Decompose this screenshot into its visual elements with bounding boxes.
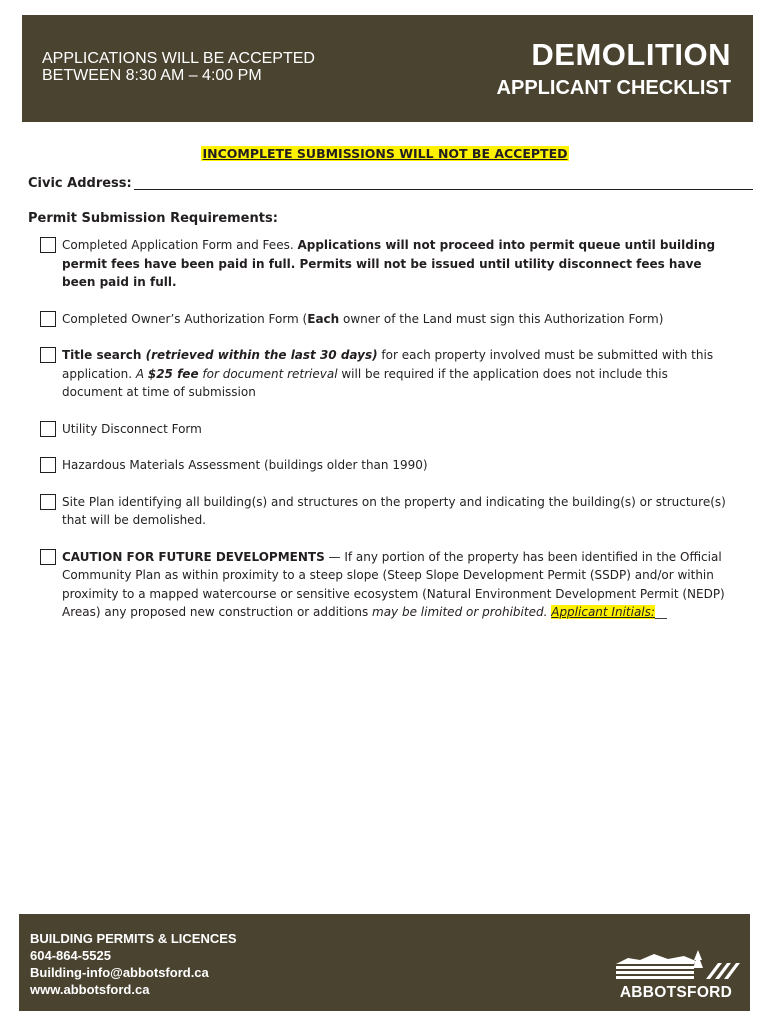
checkbox-icon[interactable] [40,421,56,437]
applicant-initials-field[interactable]: __ [654,605,667,619]
requirements-heading: Permit Submission Requirements: [28,211,278,226]
checklist [38,236,728,622]
checklist-item-title-search: Title search (retrieved within the last 30 days) for each property involved must be submitted with this application. A $25 fee for document retrieval will be required if the application does not include this document at time of submission [38,346,728,402]
footer-banner [19,914,750,1011]
warning-text: INCOMPLETE SUBMISSIONS WILL NOT BE ACCEPTED [202,146,568,161]
checklist-item-application-form: Completed Application Form and Fees. Applications will not proceed into permit queue until building permit fees have been paid in full. Permits will not be issued until utility disconnect fees have been paid in full. [38,236,728,292]
incomplete-warning [0,143,770,162]
applicant-initials-label: Applicant Initials: [551,605,655,619]
department-name: BUILDING PERMITS & LICENCES [30,931,237,946]
checkbox-icon[interactable] [40,347,56,363]
civic-address-label: Civic Address: [28,176,132,191]
civic-address-field[interactable] [134,189,753,190]
contact-info [30,930,237,998]
checkbox-icon[interactable] [40,457,56,473]
page-subtitle: APPLICANT CHECKLIST [496,77,731,99]
checkbox-icon[interactable] [40,237,56,253]
checkbox-icon[interactable] [40,494,56,510]
logo-wordmark: ABBOTSFORD [619,984,733,1001]
checkbox-icon[interactable] [40,549,56,565]
phone-number: 604-864-5525 [30,948,111,963]
hours-notice [42,50,315,84]
abbotsford-logo [612,946,740,1002]
checkbox-icon[interactable] [40,311,56,327]
header-banner [22,15,753,122]
logo-mountain-icon [612,946,740,982]
hours-line-2: BETWEEN 8:30 AM – 4:00 PM [42,67,262,84]
checklist-item-caution: CAUTION FOR FUTURE DEVELOPMENTS — If any portion of the property has been identified in the Official Community Plan as within proximity to a steep slope (Steep Slope Development Permit (SSDP) and/or within proximity to a mapped watercourse or sensitive ecosystem (Natural Environment Development Permit (NEDP) Areas) any proposed new construction or additions may be limited or prohibited. Applicant Initials:__ [38,548,728,622]
email-link[interactable]: Building-info@abbotsford.ca [30,965,209,980]
checklist-item-utility-disconnect: Utility Disconnect Form [38,420,728,439]
checklist-item-hazardous-materials: Hazardous Materials Assessment (buildings older than 1990) [38,456,728,475]
hours-line-1: APPLICATIONS WILL BE ACCEPTED [42,50,315,67]
page-title: DEMOLITION [531,37,731,72]
website-link[interactable]: www.abbotsford.ca [30,982,150,997]
checklist-item-owner-authorization: Completed Owner’s Authorization Form (Each owner of the Land must sign this Authorization Form) [38,310,728,329]
checklist-item-site-plan: Site Plan identifying all building(s) and structures on the property and indicating the building(s) or structure(s) that will be demolished. [38,493,728,530]
